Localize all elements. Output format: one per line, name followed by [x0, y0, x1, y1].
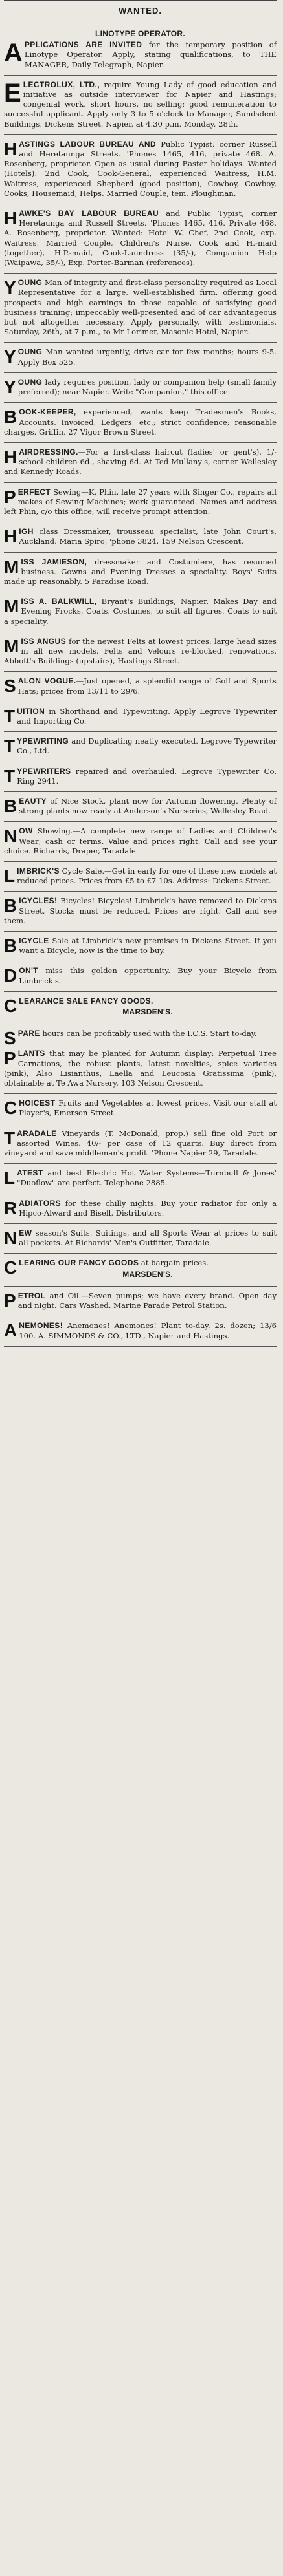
classified-ad — [4, 1044, 277, 1094]
ad-signature: MARSDEN'S. — [122, 1007, 174, 1017]
ad-signature: MARSDEN'S. — [122, 1269, 174, 1279]
ad-body: that may be planted for Autumn display: Perpetual Tree Carnations, the robust plants, latest novelties, spice varieties (pink), Also Lisianthus, Laella and Leucosia Gratissima (pink), obtainable at Te Awa Nursery, 103 Nelson Crescent. — [4, 1049, 277, 1088]
ad-dropcap: A — [4, 39, 23, 68]
ad-body: for the temporary position of Linotype Operator. Apply, stating qualifications, to THE MANAGER, Daily Telegraph, Napier. — [24, 40, 277, 69]
classified-ad — [4, 343, 277, 372]
ad-dropcap: S — [4, 676, 16, 696]
classified-ad — [4, 862, 277, 892]
ad-lead: ALON VOGUE. — [17, 676, 76, 686]
ad-lead: PPLICATIONS ARE INVITED — [24, 40, 142, 50]
ad-body: Sewing—K. Phin, late 27 years with Singer Co., repairs all makes of Sewing Machines; work guaranteed. Names and address left Phin, c/o this office, will receive prompt attention. — [4, 487, 277, 516]
ad-dropcap: T — [4, 705, 16, 726]
ad-body: for the newest Felts at lowest prices: large head sizes in all new models. Felts and Velours re-blocked, renovations. Abbott's Buildings (upstairs), Hastings Street. — [4, 636, 277, 666]
ad-lead: EAUTY — [19, 796, 47, 806]
ad-text — [4, 447, 277, 477]
classified-ad — [4, 892, 277, 932]
classified-ad — [4, 592, 277, 632]
ad-dropcap: L — [4, 866, 16, 886]
ad-dropcap: C — [4, 995, 17, 1016]
ad-lead: OUNG — [17, 278, 43, 288]
ad-text — [4, 140, 277, 199]
ad-dropcap: E — [4, 78, 21, 107]
ad-body: Showing.—A complete new range of Ladies and Children's Wear; cash or terms. Value and prices right. Call and see your choice. Richards, Draper, Taradale. — [4, 826, 277, 855]
ad-lead: IMBRICK'S — [17, 866, 60, 875]
ad-lead: ATEST — [17, 1168, 43, 1178]
ad-body: Anemones! Anemones! Plant to-day. 2s. dozen; 13/6 100. A. SIMMONDS & CO., LTD., Napier and Hastings. — [19, 1321, 277, 1340]
ad-lead: ARADALE — [17, 1128, 57, 1138]
top-rule — [4, 0, 277, 1]
classified-ad — [4, 553, 277, 593]
ad-body: miss this golden opportunity. Buy your Bicycle from Limbrick's. — [19, 966, 277, 985]
ad-text — [4, 767, 277, 786]
ad-lead: OUNG — [17, 347, 43, 357]
ad-lead: ETROL — [17, 1291, 46, 1300]
ad-lead: ISS A. BALKWILL, — [21, 597, 97, 606]
classified-ad — [4, 76, 277, 135]
ad-body: Bryant's Buildings, Napier. Makes Day and Evening Frocks, Coats, Costumes, to suit all figures. Coats to suit a speciality. — [4, 597, 277, 626]
ad-dropcap: N — [4, 826, 17, 846]
ad-lead: PARE — [17, 1029, 40, 1038]
ad-body: —For a first-class haircut (ladies' or gent's), 1/- school children 6d., shaving 6d. At Ted Mullany's, corner Wellesley and Kennedy Roads. — [4, 447, 277, 477]
classified-ad — [4, 483, 277, 523]
ad-dropcap: P — [4, 1048, 16, 1069]
ad-dropcap: S — [4, 1028, 16, 1049]
ad-text — [4, 966, 277, 985]
ad-dropcap: C — [4, 1098, 17, 1119]
classified-ad — [4, 1094, 277, 1124]
ad-body: class Dressmaker, trousseau specialist, late John Court's, Auckland. Maria Spiro, 'phone 3824, 159 Nelson Crescent. — [19, 527, 277, 546]
ad-lead: NEMONES! — [19, 1321, 63, 1331]
ad-body: require Young Lady of good education and initiative as outside interviewer for Napier and Hastings; congenial work, short hours, no selling; good remuneration to successful applicant. Apply only 3 to 5 o'clock to Manager, Sundsdent Buildings, Dickens Street, Napier, at 4.30 p.m. Monday, 28th. — [4, 80, 277, 129]
classified-ad — [4, 702, 277, 732]
classified-ad — [4, 932, 277, 961]
classified-ad — [4, 204, 277, 274]
ad-lead: EW — [19, 1229, 32, 1238]
ad-text — [4, 637, 277, 667]
ad-lead: LEARANCE SALE FANCY GOODS. — [19, 996, 153, 1005]
ad-body: dressmaker and Costumiere, has resumed business. Gowns and Evening Dresses a speciality. Boys' Suits made up reasonably. 5 Paradise Road. — [4, 557, 277, 586]
ad-text — [4, 676, 277, 696]
ad-body: Bicycles! Bicycles! Limbrick's have removed to Dickens Street. Stocks must be reduced. Prices are right. Call and see them. — [4, 896, 277, 925]
ad-text — [4, 1291, 277, 1311]
ad-lead: ISS JAMIESON, — [21, 557, 87, 566]
ad-body: hours can be profitably used with the I.C.S. Start to-day. — [40, 1029, 257, 1038]
classified-ad — [4, 25, 277, 76]
classified-ad — [4, 1224, 277, 1254]
classified-ad — [4, 522, 277, 552]
ad-lead: HOICEST — [19, 1099, 56, 1108]
ad-body: Man of integrity and first-class personality required as Local Representative for a large, well-established firm, offering good prospects and high earnings to those capable of satisfying good business training; impeccably well-presented and of car advantageous but not altogether necessary. Apply personally, with testimonials, Saturday, 26th, at 7 p.m., to Mr Lorimer, Masonic Hotel, Napier. — [4, 278, 277, 337]
ad-lead: YPEWRITERS — [17, 766, 71, 776]
ad-text — [4, 597, 277, 627]
ad-lead: AIRDRESSING. — [19, 447, 78, 456]
ad-dropcap: L — [4, 1168, 16, 1188]
ad-text — [4, 826, 277, 856]
classified-ad — [4, 822, 277, 862]
ad-text — [4, 866, 277, 886]
ad-body: Man wanted urgently, drive car for few months; hours 9-5. Apply Box 525. — [17, 347, 277, 367]
ad-text — [4, 1028, 277, 1049]
ad-text — [4, 936, 277, 956]
ad-text — [4, 407, 277, 437]
ad-dropcap: H — [4, 526, 17, 547]
ad-dropcap: M — [4, 636, 19, 656]
ad-text — [4, 1129, 277, 1159]
ad-dropcap: M — [4, 596, 19, 617]
ad-text — [4, 209, 277, 268]
ad-lead: ADIATORS — [19, 1198, 61, 1208]
ad-dropcap: P — [4, 1290, 16, 1311]
ad-lead: LANTS — [17, 1049, 45, 1058]
ad-heading: LINOTYPE OPERATOR. — [95, 29, 185, 38]
ad-text — [4, 736, 277, 756]
classified-ad — [4, 732, 277, 762]
ad-lead: LEARING OUR FANCY GOODS — [19, 1258, 139, 1268]
classified-ad — [4, 135, 277, 204]
ad-dropcap: D — [4, 965, 17, 986]
classified-ad — [4, 672, 277, 702]
ad-dropcap: M — [4, 556, 19, 577]
ad-text — [4, 1321, 277, 1340]
ad-body: in Shorthand and Typewriting. Apply Legrove Typewriter and Importing Co. — [17, 706, 277, 725]
classified-ad — [4, 443, 277, 483]
ad-text — [4, 488, 277, 517]
classified-ad — [4, 1164, 277, 1194]
ad-body: and best Electric Hot Water Systems—Turnbull & Jones' "Duoflow" are perfect. Telephone 2885. — [17, 1168, 277, 1188]
ad-lead: UITION — [17, 706, 45, 716]
ad-body: Vineyards (T. McDonald, prop.) sell fine old Port or assorted Wines, 40/- per case of 12 quarts. Buy direct from vineyard and save middleman's profit. 'Phone Napier 29, Taradale. — [4, 1128, 277, 1158]
ad-dropcap: H — [4, 208, 17, 229]
ad-lead: IGH — [19, 527, 34, 537]
classified-ad — [4, 274, 277, 343]
ad-body: lady requires position, lady or companion help (small family preferred); near Napier. Write "Companion," this office. — [17, 377, 277, 397]
ad-body: for these chilly nights. Buy your radiator for only a Hipco-Alward and Bisell, Distributors. — [19, 1198, 277, 1218]
ad-lead: ISS ANGUS — [21, 636, 66, 646]
ad-body: Public Typist, corner Russell and Heretaunga Streets. 'Phones 1465, 416, private 468. A. Rosenberg, proprietor. Open as usual during Easter holidays. Wanted (Hotels): 2nd Cook, Cook-General, experienced Waitress, H.M. Waitress, experienced Shepherd (good position), Cowboy, Cowboy, Cooks, Housemaid, Helps. Married Couple, tem. Ploughman. — [4, 139, 277, 198]
ad-body: experienced, wants keep Tradesmen's Books, Accounts, Invoiced, Ledgers, etc.; strict confidence; reasonable charges. Griffin, 27 Vigor Brown Street. — [4, 407, 277, 436]
ad-dropcap: Y — [4, 376, 16, 397]
ad-text — [4, 557, 277, 587]
ad-dropcap: A — [4, 1320, 17, 1341]
ad-lead: ICYCLE — [19, 936, 49, 946]
ad-body: of Nice Stock, plant now for Autumn flowering. Plenty of strong plants now ready at Anderson's Nurseries, Wellesley Road. — [19, 796, 277, 816]
classified-ad — [4, 961, 277, 991]
ad-dropcap: C — [4, 1258, 17, 1278]
classified-ad — [4, 632, 277, 672]
classified-ad — [4, 1316, 277, 1346]
ad-lead: ERFECT — [17, 487, 51, 497]
ad-dropcap: B — [4, 896, 17, 916]
ad-text — [4, 896, 277, 926]
ad-dropcap: B — [4, 936, 17, 956]
ads-column — [4, 25, 277, 1347]
ad-dropcap: B — [4, 795, 17, 816]
ad-dropcap: Y — [4, 277, 16, 298]
classified-ad — [4, 992, 277, 1024]
ad-text — [4, 527, 277, 546]
ad-body: repaired and overhauled. Legrove Typewriter Co. Ring 2941. — [17, 766, 277, 786]
ad-dropcap: T — [4, 736, 16, 757]
ad-lead: OOK-KEEPER, — [19, 407, 76, 417]
classified-ad — [4, 762, 277, 792]
ad-body: and Public Typist, corner Heretaunga and Russell Streets. 'Phones 1465, 416. Private 468. A. Rosenberg, proprietor. Wanted: Hotel W. Chef, 2nd Cook, exp. Waitress, Married Couple, Children's Nurse, Cook and H.-maid (together), H.P.-maid, Cook-Laundress (35/-), Companion Help (Waipawa, 35/-), Exp. Porter-Barman (references). — [4, 209, 277, 268]
ad-text — [4, 40, 277, 70]
ad-dropcap: T — [4, 766, 16, 786]
ad-dropcap: R — [4, 1197, 17, 1218]
ad-lead: LECTROLUX, LTD., — [23, 80, 100, 89]
ad-body: at bargain prices. — [139, 1258, 209, 1268]
ad-dropcap: N — [4, 1228, 17, 1249]
classified-ad — [4, 403, 277, 443]
ad-text — [4, 1229, 277, 1248]
ad-body: Sale at Limbrick's new premises in Dickens Street. If you want a Bicycle, now is the time to buy. — [19, 936, 277, 956]
ad-dropcap: H — [4, 138, 17, 159]
ad-lead: OW — [19, 826, 33, 836]
ad-lead: ON'T — [19, 966, 39, 976]
classified-ad — [4, 1287, 277, 1316]
ad-text — [4, 707, 277, 726]
ad-lead: OUNG — [17, 377, 43, 387]
ad-dropcap: H — [4, 446, 17, 467]
ad-dropcap: P — [4, 486, 16, 507]
section-title: WANTED. — [4, 6, 277, 19]
ad-text — [4, 378, 277, 397]
ad-body: season's Suits, Suitings, and all Sports Wear at prices to suit all pockets. At Richards' Men's Outfitter, Taradale. — [19, 1229, 277, 1248]
ad-text — [4, 278, 277, 337]
ad-text — [4, 1168, 277, 1188]
ad-lead: ASTINGS LABOUR BUREAU AND — [19, 139, 157, 149]
ad-dropcap: B — [4, 407, 17, 427]
classified-ad — [4, 792, 277, 822]
classified-ad — [4, 373, 277, 403]
ad-lead: AWKE'S BAY LABOUR BUREAU — [19, 209, 159, 219]
ad-body: and Oil.—Seven pumps; we have every brand. Open day and night. Cars Washed. Marine Parade Petrol Station. — [17, 1291, 277, 1311]
ad-lead: ICYCLES! — [19, 896, 58, 906]
classified-ad — [4, 1124, 277, 1165]
ad-dropcap: T — [4, 1128, 16, 1148]
ad-text — [4, 797, 277, 816]
ad-text — [4, 80, 277, 129]
classified-ad — [4, 1194, 277, 1224]
ad-text — [4, 1049, 277, 1088]
ad-body: —Just opened, a splendid range of Golf and Sports Hats; prices from 13/11 to 29/6. — [17, 676, 277, 696]
ad-text — [4, 1099, 277, 1118]
ad-body: Fruits and Vegetables at lowest prices. Visit our stall at Player's, Emerson Street. — [19, 1099, 277, 1118]
ad-text — [4, 347, 277, 367]
ad-lead: YPEWRITING — [17, 736, 69, 746]
ad-body: Cycle Sale.—Get in early for one of these new models at reduced prices. Prices from £5 to £7 10s. Address: Dickens Street. — [17, 866, 277, 886]
ad-text — [4, 1199, 277, 1218]
classified-ad — [4, 1024, 277, 1049]
classified-ad — [4, 1254, 277, 1286]
ad-body: and Duplicating neatly executed. Legrove Typewriter Co., Ltd. — [17, 736, 277, 756]
ad-dropcap: Y — [4, 347, 16, 367]
